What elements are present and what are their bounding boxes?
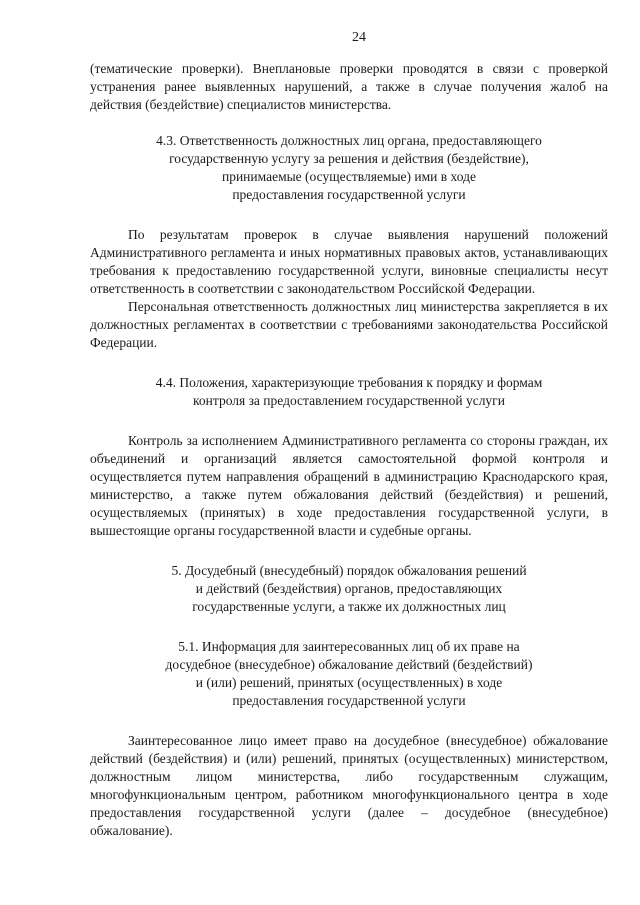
section-5-1-heading — [90, 638, 608, 710]
section-4-3-paragraph-2: Персональная ответственность должностных лиц министерства закрепляется в их должностных регламентах в соответствии с требованиями законодательства Российской Федерации. — [90, 299, 608, 350]
section-4-4-paragraph: Контроль за исполнением Административного регламента со стороны граждан, их объединений и организаций является самостоятельной формой контроля и осуществляется путем направления обращений в администрацию Краснодарского края, министерство, а также путем обжалования действий (бездействия) и решений, осуществляемых (принятых) в ходе предоставления государственной услуги, в вышестоящие органы государственной власти и судебные органы. — [90, 433, 608, 538]
section-4-3-paragraph-1: По результатам проверок в случае выявления нарушений положений Административного регламента и иных нормативных правовых актов, устанавливающих требования к предоставлению государственной услуги, виновные специалисты несут ответственность в соответствии с законодательством Российской Федерации. — [90, 227, 608, 296]
page-number: 24 — [352, 30, 366, 45]
heading-line: предоставления государственной услуги — [232, 187, 466, 202]
section-4-3-heading — [90, 132, 608, 204]
heading-line: 4.4. Положения, характеризующие требования к порядку и формам — [155, 375, 543, 390]
heading-line: и действий (бездействия) органов, предоставляющих — [195, 581, 503, 596]
heading-line: предоставления государственной услуги — [232, 693, 466, 708]
section-5-1-paragraph: Заинтересованное лицо имеет право на досудебное (внесудебное) обжалование действий (бездействия) и (или) решений, принятых (осуществленных) министерством, должностным лицом министерства, либо государственным служащим, многофункциональным центром, работником многофункционального центра в ходе предоставления государственной услуги (далее – досудебное (внесудебное) обжалование). — [90, 733, 608, 838]
heading-line: и (или) решений, принятых (осуществленных) в ходе — [195, 675, 503, 690]
heading-line: государственные услуги, а также их должностных лиц — [192, 599, 506, 614]
intro-paragraph: (тематические проверки). Внеплановые проверки проводятся в связи с проверкой устранения ранее выявленных нарушений, а также в случае получения жалоб на действия (бездействие) специалистов министерства. — [90, 61, 608, 112]
heading-line: принимаемые (осуществляемые) ими в ходе — [221, 169, 476, 184]
section-5-heading — [90, 562, 608, 616]
heading-line: контроля за предоставлением государственной услуги — [193, 393, 505, 408]
heading-line: 5.1. Информация для заинтересованных лиц об их праве на — [178, 639, 520, 654]
heading-line: 5. Досудебный (внесудебный) порядок обжалования решений — [171, 563, 527, 578]
heading-line: государственную услугу за решения и действия (бездействие), — [169, 151, 529, 166]
heading-line: 4.3. Ответственность должностных лиц органа, предоставляющего — [156, 133, 542, 148]
heading-line: досудебное (внесудебное) обжалование действий (бездействий) — [165, 657, 533, 672]
section-4-4-heading — [90, 374, 608, 410]
